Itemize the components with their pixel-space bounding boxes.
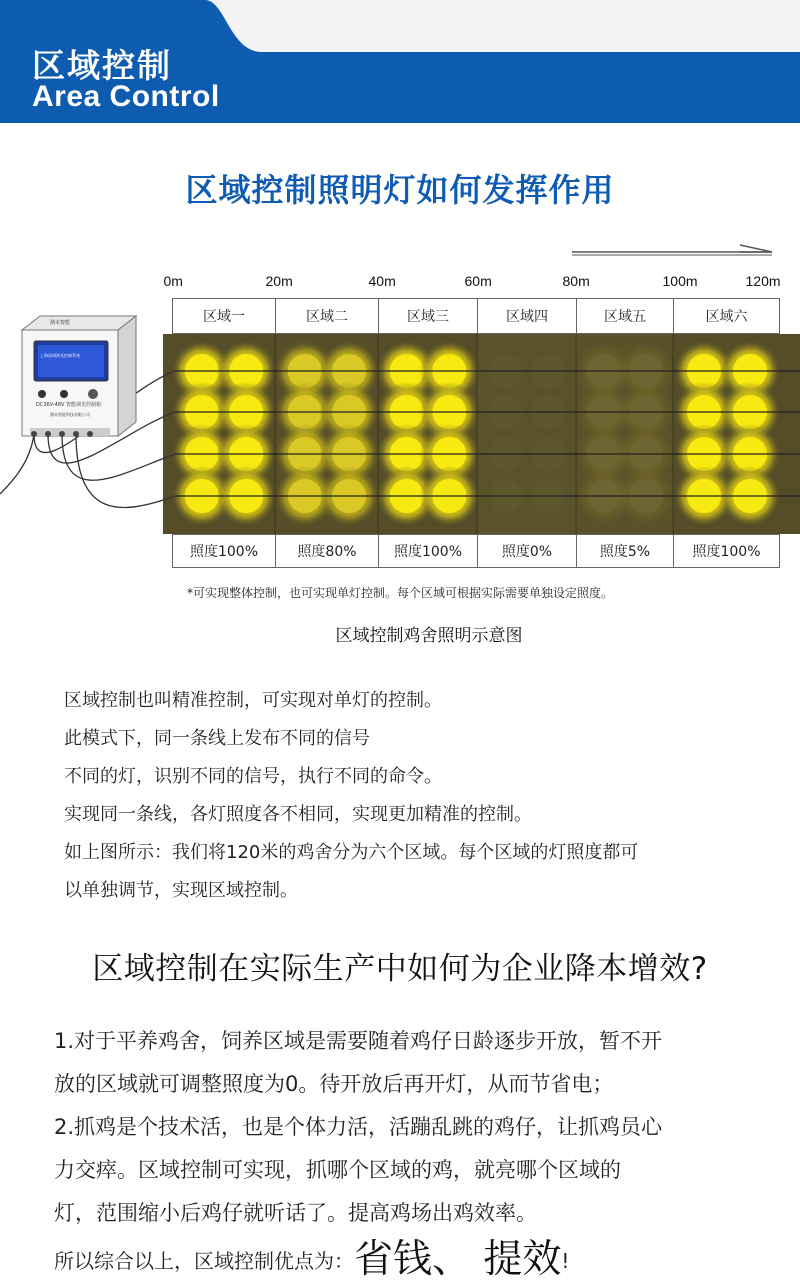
zone-brightness: 照度100% xyxy=(172,534,275,568)
header-title-en: Area Control xyxy=(32,80,220,113)
scale-label: 80m xyxy=(562,273,590,289)
zone-label-row xyxy=(172,298,780,334)
zone-label: 区域二 xyxy=(275,298,378,334)
zone-brightness: 照度5% xyxy=(576,534,673,568)
scale-label: 60m xyxy=(464,273,492,289)
benefit-line: 灯，范围缩小后鸡仔就听话了。提高鸡场出鸡效率。 xyxy=(54,1201,537,1225)
benefit-line: 1.对于平养鸡舍，饲养区域是需要随着鸡仔日龄逐步开放，暂不开 xyxy=(54,1029,663,1053)
intro-line: 以单独调节，实现区域控制。 xyxy=(64,880,298,901)
controller-box xyxy=(0,310,150,530)
scale-label: 40m xyxy=(368,273,396,289)
zone-brightness: 照度100% xyxy=(378,534,477,568)
benefit-line: 放的区域就可调整照度为0。待开放后再开灯，从而节省电； xyxy=(54,1072,614,1096)
scale-label: 100m xyxy=(662,273,698,289)
diagram-caption: 区域控制鸡舍照明示意图 xyxy=(335,626,523,646)
conclusion-line xyxy=(54,1228,569,1284)
conclusion-prefix: 所以综合以上，区域控制优点为： xyxy=(54,1249,354,1273)
scale-label: 20m xyxy=(265,273,293,289)
controller-brand: 测未智能 xyxy=(50,320,71,326)
intro-line: 实现同一条线，各灯照度各不相同，实现更加精准的控制。 xyxy=(64,804,532,825)
intro-line: 此模式下，同一条线上发布不同的信号 xyxy=(64,728,370,749)
conclusion-highlight: 省钱、 提效 xyxy=(354,1237,562,1282)
scale-label: 120m xyxy=(745,273,781,289)
zone-label: 区域三 xyxy=(378,298,477,334)
benefit-line: 2.抓鸡是个技术活，也是个体力活，活蹦乱跳的鸡仔，让抓鸡员心 xyxy=(54,1115,663,1139)
header-banner xyxy=(0,0,800,123)
intro-line: 不同的灯，识别不同的信号，执行不同的命令。 xyxy=(64,766,442,787)
zone-brightness: 照度0% xyxy=(477,534,576,568)
benefit-paragraph xyxy=(54,1020,774,1235)
zone-brightness: 照度100% xyxy=(673,534,780,568)
question-heading: 区域控制在实际生产中如何为企业降本增效? xyxy=(92,951,708,987)
benefit-line: 力交瘁。区域控制可实现，抓哪个区域的鸡，就亮哪个区域的 xyxy=(54,1158,621,1182)
direction-arrow-icon xyxy=(572,243,777,257)
intro-paragraph xyxy=(64,682,784,910)
main-title: 区域控制照明灯如何发挥作用 xyxy=(185,171,615,209)
controller-company: 测未智能科技有限公司 xyxy=(50,412,90,417)
controller-screen-text: 上海选调鸿光控制系统 xyxy=(40,353,80,358)
note-text: *可实现整体控制，也可实现单灯控制。每个区域可根据实际需要单独设定照度。 xyxy=(186,586,613,600)
conclusion-suffix: ! xyxy=(561,1249,570,1273)
brightness-row xyxy=(172,534,780,568)
header-title-cn: 区域控制 xyxy=(32,46,172,85)
intro-line: 区域控制也叫精准控制，可实现对单灯的控制。 xyxy=(64,690,442,711)
zone-label: 区域四 xyxy=(477,298,576,334)
zone-label: 区域一 xyxy=(172,298,275,334)
zone-label: 区域五 xyxy=(576,298,673,334)
controller-model: DC36V-48V 智能调光控制箱 xyxy=(36,402,102,408)
zone-brightness: 照度80% xyxy=(275,534,378,568)
zone-label: 区域六 xyxy=(673,298,780,334)
intro-line: 如上图所示：我们将120米的鸡舍分为六个区域。每个区域的灯照度都可 xyxy=(64,842,639,863)
scale-label: 0m xyxy=(163,273,183,289)
